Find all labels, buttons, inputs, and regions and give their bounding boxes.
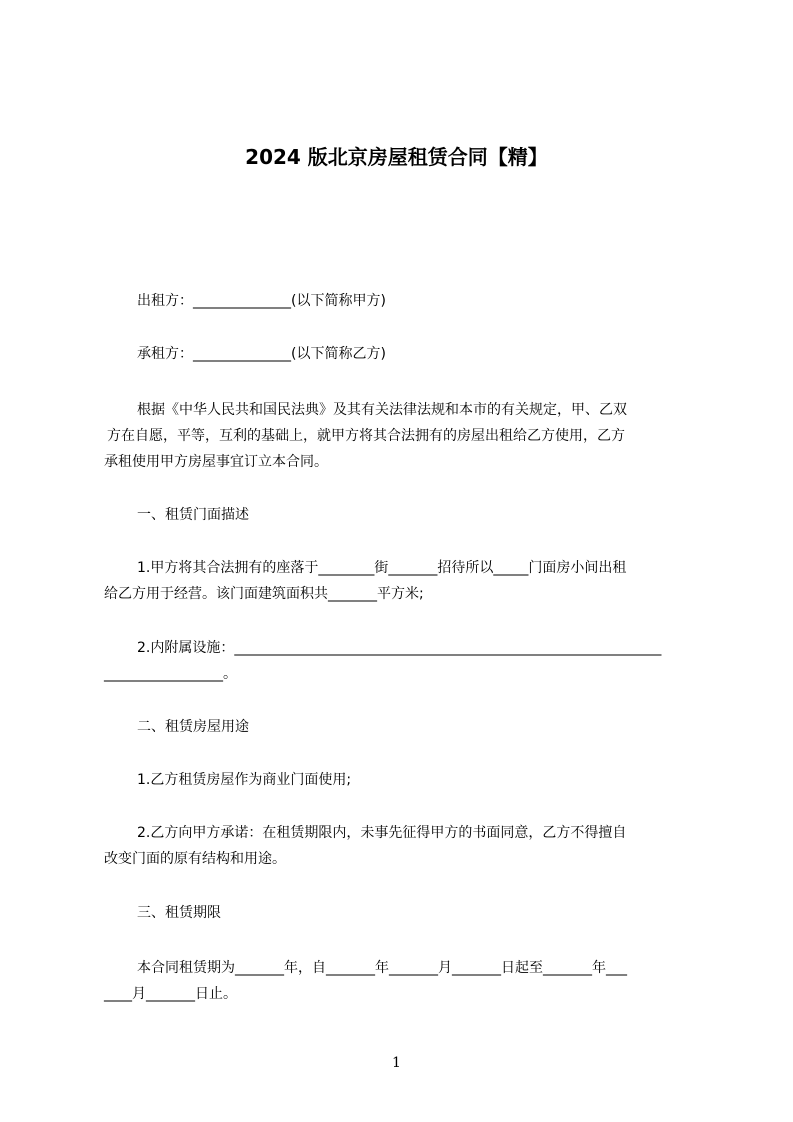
section-1-item-2-line-2: _________________。: [104, 666, 237, 682]
section-2-item-2-line-2: 改变门面的原有结构和用途。: [104, 851, 286, 867]
preamble-line-2: 方在自愿，平等，互利的基础上，就甲方将其合法拥有的房屋出租给乙方使用，乙方: [107, 428, 625, 444]
section-1-item-1-line-1: 1.甲方将其合法拥有的座落于________街_______招待所以_____门面房小间出租: [137, 560, 627, 576]
section-3-heading: 三、租赁期限: [137, 905, 221, 921]
section-2-heading: 二、租赁房屋用途: [137, 719, 249, 735]
section-1-item-2-line-1: 2.内附属设施：_____________________________________________________________: [137, 640, 662, 656]
preamble-line-1: 根据《中华人民共和国民法典》及其有关法律法规和本市的有关规定，甲、乙双: [137, 402, 627, 418]
lessor-line: 出租方：______________(以下简称甲方): [137, 293, 386, 309]
lessee-line: 承租方：______________(以下简称乙方): [137, 346, 386, 362]
section-1-heading: 一、租赁门面描述: [137, 507, 249, 523]
section-3-term-line-2: ____月_______日止。: [104, 986, 237, 1002]
document-title: 2024 版北京房屋租赁合同【精】: [245, 145, 548, 169]
section-3-term-line-1: 本合同租赁期为_______年，自_______年_______月_______日起至_______年___: [137, 960, 627, 976]
section-2-item-2-line-1: 2.乙方向甲方承诺：在租赁期限内，未事先征得甲方的书面同意，乙方不得擅自: [137, 825, 627, 841]
preamble-line-3: 承租使用甲方房屋事宜订立本合同。: [104, 454, 328, 470]
section-1-item-1-line-2: 给乙方用于经营。该门面建筑面积共_______平方米;: [104, 586, 424, 602]
section-2-item-1: 1.乙方租赁房屋作为商业门面使用;: [137, 772, 352, 788]
page-number: 1: [392, 1055, 401, 1071]
